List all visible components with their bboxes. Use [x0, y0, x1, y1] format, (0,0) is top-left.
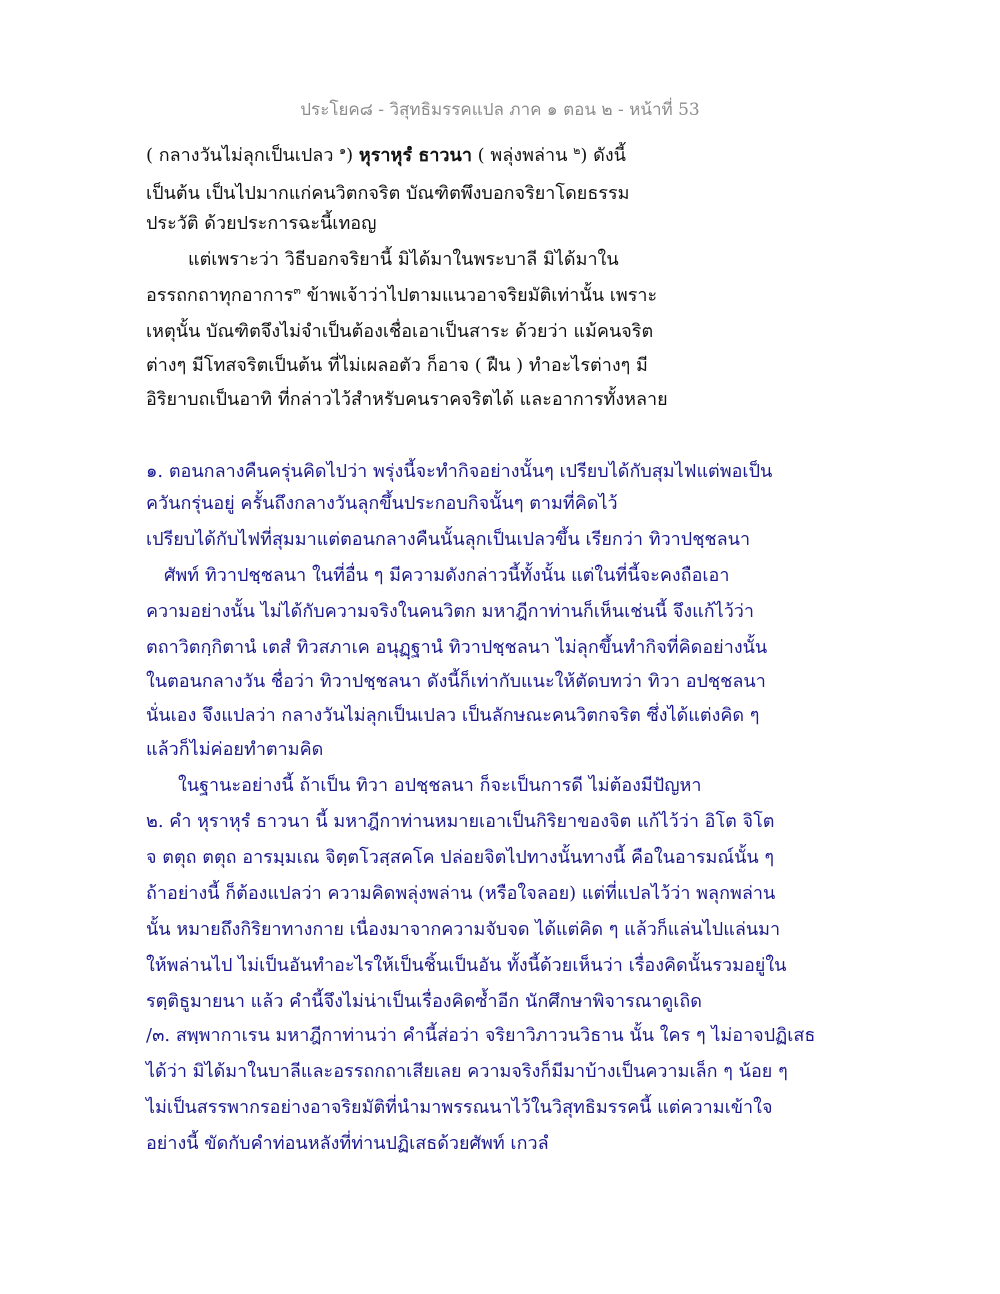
bold-term: หุราหุรํ ธาวนา: [358, 145, 472, 166]
footnote-line-11: ๒. คำ หุราหุรํ ธาวนา นี้ มหาฎีกาท่านหมายเอาเป็นกิริยาของจิต แก้ไว้ว่า อิโต จิโต: [146, 811, 775, 832]
main-line-1-part-3: ( พลุ่งพล่าน: [471, 145, 574, 166]
main-line-6: เหตุนั้น บัณฑิตจึงไม่จำเป็นต้องเชื่อเอาเป็นสาระ ด้วยว่า แม้คนจริต: [146, 321, 654, 342]
page-header: ประโยค๘ - วิสุทธิมรรคแปล ภาค ๑ ตอน ๒ - หน้าที่ 53: [300, 100, 700, 120]
footnote-line-8: นั่นเอง จึงแปลว่า กลางวันไม่ลุกเป็นเปลว เป็นลักษณะคนวิตกจริต ซึ่งได้แต่งคิด ๆ: [146, 705, 760, 726]
footnote-line-2: ควันกรุ่นอยู่ ครั้นถึงกลางวันลุกขึ้นประกอบกิจนั้นๆ ตามที่คิดไว้: [146, 493, 618, 514]
footnote-line-17: /๓. สพฺพากาเรน มหาฎีกาท่านว่า คำนี้ส่อว่า จริยาวิภาวนวิธาน นั้น ใคร ๆ ไม่อาจปฏิเสธ: [146, 1025, 816, 1046]
footnote-line-19: ไม่เป็นสรรพากรอย่างอาจริยมัติที่นำมาพรรณนาไว้ในวิสุทธิมรรคนี้ แต่ความเข้าใจ: [146, 1097, 773, 1118]
main-line-7: ต่างๆ มีโทสจริตเป็นต้น ที่ไม่เผลอตัว ก็อาจ ( ฝืน ) ทำอะไรต่างๆ มี: [146, 355, 648, 376]
footnote-line-14: นั้น หมายถึงกิริยาทางกาย เนื่องมาจากความจับจด ได้แต่คิด ๆ แล้วก็แล่นไปแล่นมา: [146, 919, 781, 940]
footnote-ref-3: ๓: [293, 284, 301, 297]
footnote-line-18: ได้ว่า มิได้มาในบาลีและอรรถกถาเสียเลย ความจริงก็มีมาบ้างเป็นความเล็ก ๆ น้อย ๆ: [146, 1061, 788, 1082]
main-line-8: อิริยาบถเป็นอาทิ ที่กล่าวไว้สำหรับคนราคจริตได้ และอาการทั้งหลาย: [146, 389, 668, 410]
main-line-4: แต่เพราะว่า วิธีบอกจริยานี้ มิได้มาในพระบาลี มิได้มาใน: [188, 249, 619, 270]
footnote-line-13: ถ้าอย่างนี้ ก็ต้องแปลว่า ความคิดพลุ่งพล่าน (หรือใจลอย) แต่ที่แปลไว้ว่า พลุกพล่าน: [146, 883, 776, 904]
main-line-5-part-2: ข้าพเจ้าว่าไปตามแนวอาจริยมัติเท่านั้น เพราะ: [306, 285, 658, 306]
footnote-line-3: เปรียบได้กับไฟที่สุมมาแต่ตอนกลางคืนนั้นลุกเป็นเปลวขึ้น เรียกว่า ทิวาปชฺชลนา: [146, 529, 751, 550]
footnote-ref-2: ๒: [573, 144, 581, 157]
footnote-line-6: ตถาวิตกฺกิตานํ เตสํ ทิวสภาเค อนุฏฺฐานํ ทิวาปชฺชลนา ไม่ลุกขึ้นทำกิจที่คิดอย่างนั้น: [146, 637, 768, 658]
main-line-1-part-1: ( กลางวันไม่ลุกเป็นเปลว: [146, 145, 340, 166]
footnote-line-4: ศัพท์ ทิวาปชฺชลนา ในที่อื่น ๆ มีความดังกล่าวนี้ทั้งนั้น แต่ในที่นี้จะคงถือเอา: [164, 565, 730, 586]
main-line-1: [146, 140, 626, 169]
footnote-line-20: อย่างนี้ ขัดกับคำท่อนหลังที่ท่านปฏิเสธด้วยศัพท์ เกวลํ: [146, 1133, 549, 1154]
footnote-line-5: ความอย่างนั้น ไม่ได้กับความจริงในคนวิตก มหาฎีกาท่านก็เห็นเช่นนี้ จึงแก้ไว้ว่า: [146, 601, 755, 622]
footnote-ref-1: ๑: [339, 144, 347, 157]
footnote-line-12: จ ตตุถ ตตุถ อารมฺมเณ จิตฺตโวสฺสคโค ปล่อยจิตไปทางนั้นทางนี้ คือในอารมณ์นั้น ๆ: [146, 847, 775, 868]
main-line-3: ประวัติ ด้วยประการฉะนี้เทอญ: [146, 213, 377, 234]
main-line-5-part-1: อรรถกถาทุกอาการ: [146, 285, 294, 306]
footnote-line-15: ให้พล่านไป ไม่เป็นอันทำอะไรให้เป็นชิ้นเป็นอัน ทั้งนี้ด้วยเห็นว่า เรื่องคิดนั้นรวมอยู่ใน: [146, 955, 787, 976]
footnote-line-7: ในตอนกลางวัน ชื่อว่า ทิวาปชฺชลนา ดังนี้ก็เท่ากับแนะให้ตัดบทว่า ทิวา อปชฺชลนา: [146, 671, 766, 692]
main-line-1-part-4: ) ดังนี้: [580, 145, 626, 166]
footnote-line-10: ในฐานะอย่างนี้ ถ้าเป็น ทิวา อปชฺชลนา ก็จะเป็นการดี ไม่ต้องมีปัญหา: [178, 775, 702, 796]
main-line-5: [146, 280, 657, 309]
footnote-line-1: ๑. ตอนกลางคืนครุ่นคิดไปว่า พรุ่งนี้จะทำกิจอย่างนั้นๆ เปรียบได้กับสุมไฟแต่พอเป็น: [146, 461, 773, 482]
footnote-line-16: รตฺติธูมายนา แล้ว คำนี้จึงไม่น่าเป็นเรื่องคิดซ้ำอีก นักศึกษาพิจารณาดูเถิด: [146, 991, 702, 1012]
footnote-line-9: แล้วก็ไม่ค่อยทำตามคิด: [146, 739, 324, 760]
main-line-1-part-2: ): [346, 145, 359, 166]
main-line-2: เป็นต้น เป็นไปมากแก่คนวิตกจริต บัณฑิตพึงบอกจริยาโดยธรรม: [146, 183, 630, 204]
